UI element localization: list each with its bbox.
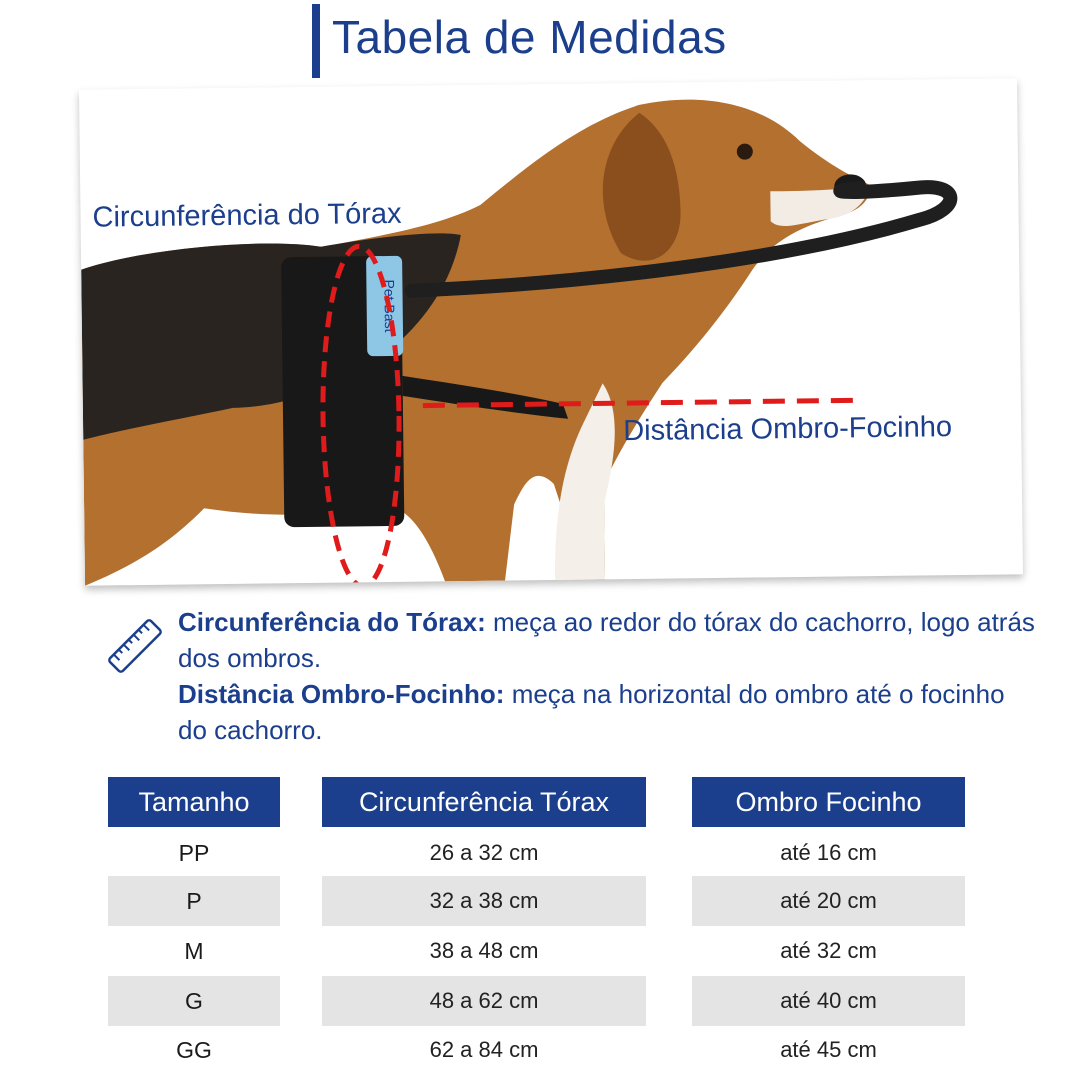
label-distancia-ombro-focinho: Distância Ombro-Focinho	[623, 411, 953, 448]
label-circunferencia-torax: Circunferência do Tórax	[92, 197, 402, 234]
row-p-torax: 32 a 38 cm	[322, 876, 646, 926]
header-circunferencia-torax: Circunferência Tórax	[322, 777, 646, 827]
row-gg-size: GG	[176, 1037, 212, 1063]
ruler-icon	[104, 615, 166, 677]
row-m-ombro: até 32 cm	[780, 938, 877, 963]
instruction-ombro-desc: meça na horizontal do ombro até o focinho do cachorro.	[178, 679, 1005, 745]
page-title: Tabela de Medidas	[332, 11, 727, 63]
harness-brand-text: Pet Bast	[381, 279, 398, 333]
row-p-size: P	[108, 876, 280, 926]
row-m-torax: 38 a 48 cm	[429, 938, 539, 963]
row-p-ombro: até 20 cm	[692, 876, 965, 926]
row-pp-size: PP	[178, 840, 210, 866]
instruction-torax	[178, 604, 1038, 676]
header-ombro-focinho: Ombro Focinho	[692, 777, 965, 827]
instruction-torax-desc: meça ao redor do tórax do cachorro, logo atrás dos ombros.	[178, 607, 1035, 673]
row-g-torax: 48 a 62 cm	[322, 976, 646, 1026]
row-gg-ombro: até 45 cm	[780, 1037, 877, 1062]
row-g-ombro: até 40 cm	[692, 976, 965, 1026]
row-pp-torax: 26 a 32 cm	[429, 840, 539, 865]
row-m-size: M	[184, 938, 204, 964]
instruction-ombro	[178, 676, 1038, 748]
measurement-instructions	[178, 604, 1038, 748]
row-pp-ombro: até 16 cm	[780, 840, 877, 865]
header-tamanho: Tamanho	[108, 777, 280, 827]
dog-illustration	[79, 78, 1023, 585]
title-accent-bar	[312, 4, 320, 78]
row-g-size: G	[108, 976, 280, 1026]
dog-photo	[79, 78, 1023, 585]
instruction-ombro-term: Distância Ombro-Focinho:	[178, 679, 505, 709]
instruction-torax-term: Circunferência do Tórax:	[178, 607, 486, 637]
row-gg-torax: 62 a 84 cm	[429, 1037, 539, 1062]
